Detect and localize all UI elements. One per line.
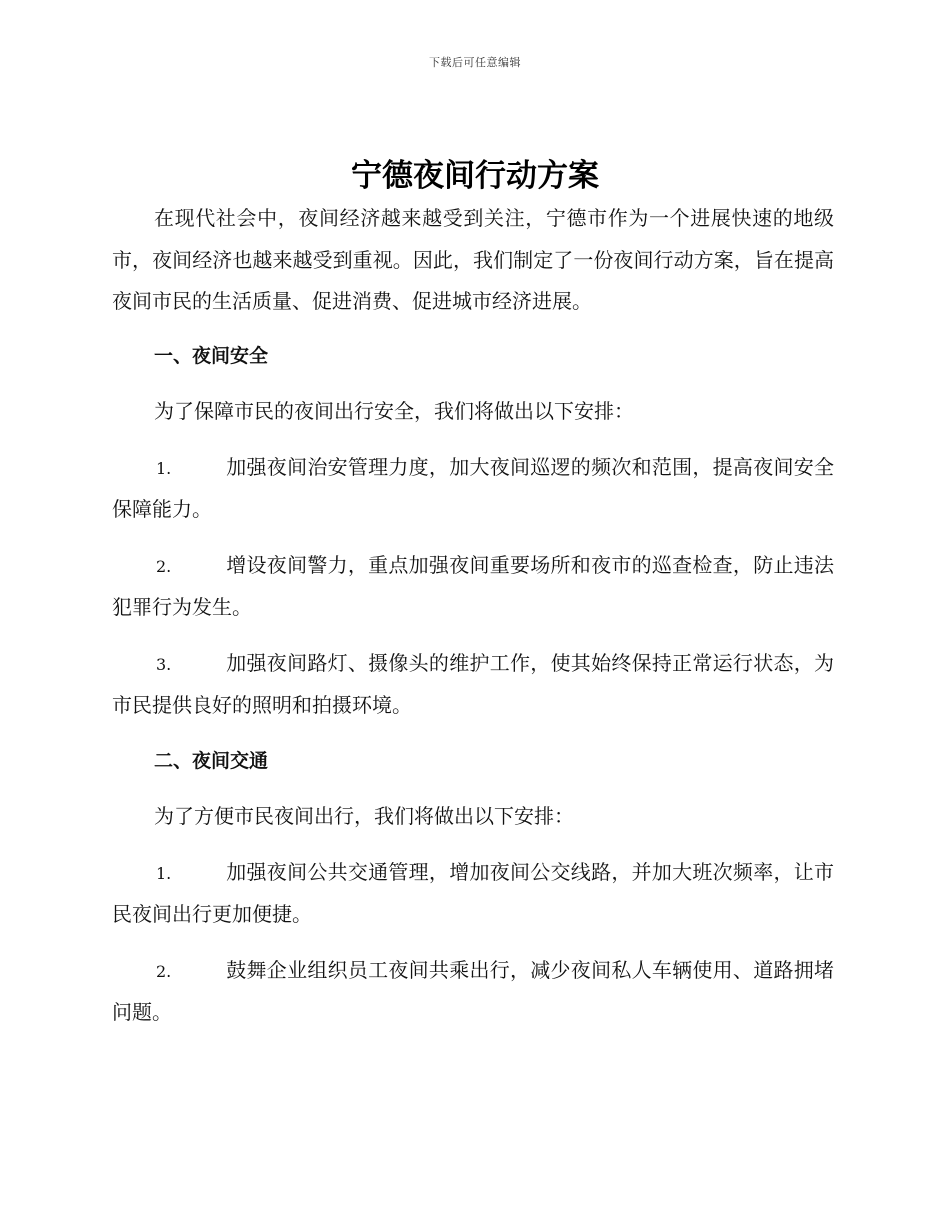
list-item xyxy=(112,643,834,727)
list-number: 1. xyxy=(156,863,172,883)
list-text: 鼓舞企业组织员工夜间共乘出行，减少夜间私人车辆使用、道路拥堵问题。 xyxy=(112,957,834,1024)
list-text: 加强夜间治安管理力度，加大夜间巡逻的频次和范围，提高夜间安全保障能力。 xyxy=(112,454,834,521)
header-note: 下载后可任意编辑 xyxy=(429,56,521,69)
document-body xyxy=(112,198,834,1048)
list-item xyxy=(112,447,834,531)
document-title: 宁德夜间行动方案 xyxy=(351,158,599,194)
list-text: 加强夜间公共交通管理，增加夜间公交线路，并加大班次频率，让市民夜间出行更加便捷。 xyxy=(112,859,834,926)
list-text: 加强夜间路灯、摄像头的维护工作，使其始终保持正常运行状态，为市民提供良好的照明和拍摄环境。 xyxy=(112,650,834,717)
list-number: 1. xyxy=(156,458,172,478)
list-number: 3. xyxy=(156,654,172,674)
section-heading-traffic: 二、夜间交通 xyxy=(154,749,269,772)
intro-paragraph: 在现代社会中，夜间经济越来越受到关注，宁德市作为一个进展快速的地级市，夜间经济也越来越受到重视。因此，我们制定了一份夜间行动方案，旨在提高夜间市民的生活质量、促进消费、促进城市经济进展。 xyxy=(112,206,834,313)
section-lead-traffic: 为了方便市民夜间出行，我们将做出以下安排： xyxy=(154,804,574,828)
list-number: 2. xyxy=(156,556,172,576)
list-text: 增设夜间警力，重点加强夜间重要场所和夜市的巡查检查，防止违法犯罪行为发生。 xyxy=(112,552,834,619)
list-item xyxy=(112,852,834,936)
list-number: 2. xyxy=(156,961,172,981)
section-heading-safety: 一、夜间安全 xyxy=(154,344,269,367)
list-item xyxy=(112,950,834,1034)
section-lead-safety: 为了保障市民的夜间出行安全，我们将做出以下安排： xyxy=(154,399,634,423)
list-item xyxy=(112,545,834,629)
